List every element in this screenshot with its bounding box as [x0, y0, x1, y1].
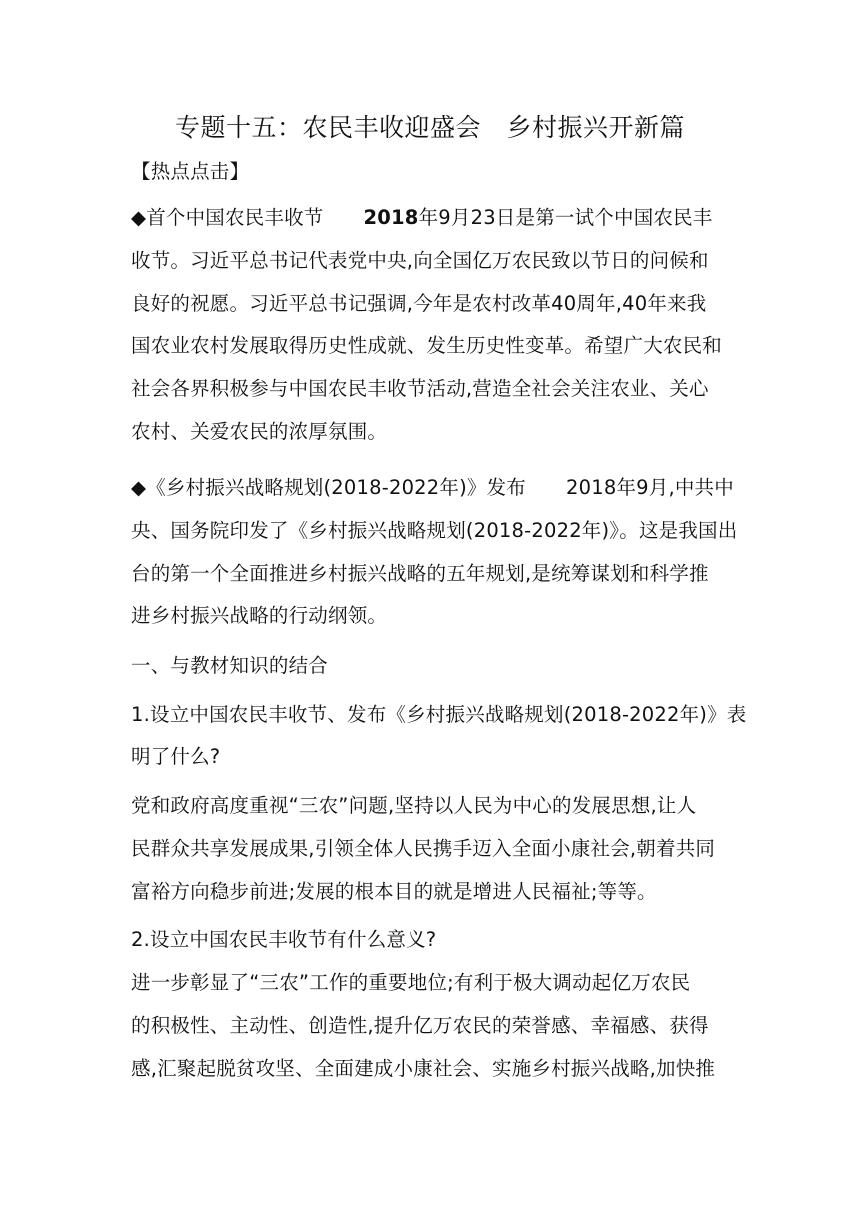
item1-first-line: [131, 203, 731, 233]
paragraph-line: 收节。习近平总书记代表党中央,向全国亿万农民致以节日的问候和: [131, 249, 709, 272]
answer-1-line: 富裕方向稳步前进;发展的根本目的就是增进人民福祉;等等。: [131, 880, 657, 903]
item2-heading: ◆《乡村振兴战略规划(2018-2022年)》发布: [131, 476, 527, 499]
answer-2-line: 进一步彰显了“三农”工作的重要地位;有利于极大调动起亿万农民: [131, 971, 691, 994]
answer-2-line: 的积极性、主动性、创造性,提升亿万农民的荣誉感、幸福感、获得: [131, 1014, 709, 1037]
answer-1-line: 党和政府高度重视“三农”问题,坚持以人民为中心的发展思想,让人: [131, 794, 697, 817]
paragraph-line: 农村、关爱农民的浓厚氛围。: [131, 420, 388, 443]
question-1-line: 1.设立中国农民丰收节、发布《乡村振兴战略规划(2018-2022年)》表: [131, 703, 747, 726]
answer-1-line: 民群众共享发展成果,引领全体人民携手迈入全面小康社会,朝着共同: [131, 837, 716, 860]
item2-first-line: [131, 473, 734, 503]
item1-heading: ◆首个中国农民丰收节: [131, 206, 324, 229]
paragraph-line: 进乡村振兴战略的行动纲领。: [131, 604, 388, 627]
paragraph-line: 台的第一个全面推进乡村振兴战略的五年规划,是统筹谋划和科学推: [131, 562, 709, 585]
item1-lead-rest: 年9月23日是第一试个中国农民丰: [418, 206, 713, 229]
document-title: 专题十五：农民丰收迎盛会 乡村振兴开新篇: [174, 113, 685, 142]
question-2: 2.设立中国农民丰收节有什么意义?: [131, 928, 437, 951]
paragraph-line: 良好的祝愿。习近平总书记强调,今年是农村改革40周年,40年来我: [131, 292, 707, 315]
paragraph-line: 央、国务院印发了《乡村振兴战略规划(2018-2022年)》。这是我国出: [131, 519, 738, 542]
section-heading-hot: 【热点点击】: [131, 160, 250, 183]
paragraph-line: 社会各界积极参与中国农民丰收节活动,营造全社会关注农业、关心: [131, 377, 709, 400]
item1-lead-year: 2018: [363, 206, 419, 229]
item2-lead: 2018年9月,中共中: [566, 476, 734, 499]
section-heading-one: 一、与教材知识的结合: [131, 654, 329, 677]
answer-2-line: 感,汇聚起脱贫攻坚、全面建成小康社会、实施乡村振兴战略,加快推: [131, 1057, 716, 1080]
paragraph-line: 国农业农村发展取得历史性成就、发生历史性变革。希望广大农民和: [131, 334, 723, 357]
question-1-line: 明了什么?: [131, 745, 221, 768]
